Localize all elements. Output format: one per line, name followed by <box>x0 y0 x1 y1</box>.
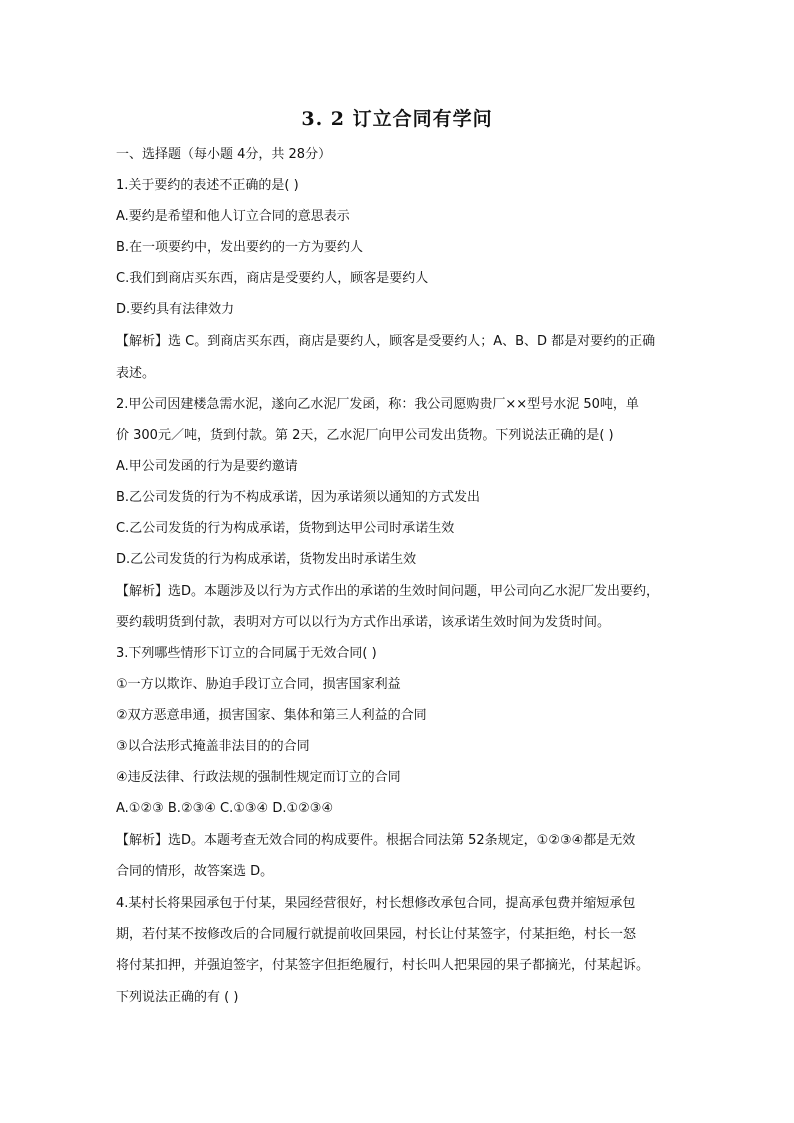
question-4-stem-end: 下列说法正确的有 ( ) <box>116 990 239 1005</box>
question-2-analysis: 【解析】选D。本题涉及以行为方式作出的承诺的生效时间问题，甲公司向乙水泥厂发出要约， <box>116 584 660 599</box>
question-2-analysis-cont: 要约载明货到付款，表明对方可以以行为方式作出承诺，该承诺生效时间为发货时间。 <box>116 615 611 630</box>
question-1-analysis: 【解析】选 C。到商店买东西，商店是要约人，顾客是受要约人；A、B、D 都是对要约的正确 <box>116 334 656 349</box>
question-2-option-a: A.甲公司发函的行为是要约邀请 <box>116 459 298 474</box>
question-1-option-c: C.我们到商店买东西，商店是受要约人，顾客是要约人 <box>116 271 429 286</box>
question-3-analysis: 【解析】选D。本题考查无效合同的构成要件。根据合同法第 52条规定，①②③④都是无效 <box>116 833 636 848</box>
question-2-stem-cont: 价 300元／吨，货到付款。第 2天，乙水泥厂向甲公司发出货物。下列说法正确的是( ) <box>116 428 614 443</box>
question-4-stem-cont: 期，若付某不按修改后的合同履行就提前收回果园，村长让付某签字，付某拒绝，村长一怒 <box>116 927 637 942</box>
question-2-option-d: D.乙公司发货的行为构成承诺，货物发出时承诺生效 <box>116 552 417 567</box>
question-3-choices: A.①②③ B.②③④ C.①③④ D.①②③④ <box>116 801 334 816</box>
question-1-analysis-cont: 表述。 <box>116 366 156 381</box>
question-1-stem: 1.关于要约的表述不正确的是( ) <box>116 178 299 193</box>
question-1-option-d: D.要约具有法律效力 <box>116 302 235 317</box>
question-2-stem: 2.甲公司因建楼急需水泥，遂向乙水泥厂发函，称：我公司愿购贵厂××型号水泥 50吨，单 <box>116 397 639 412</box>
question-2-option-b: B.乙公司发货的行为不构成承诺，因为承诺须以通知的方式发出 <box>116 490 481 505</box>
question-3-stem: 3.下列哪些情形下订立的合同属于无效合同( ) <box>116 646 377 661</box>
question-1-option-a: A.要约是希望和他人订立合同的意思表示 <box>116 209 350 224</box>
section-heading: 一、选择题（每小题 4分，共 28分） <box>116 147 332 162</box>
question-4-stem-cont: 将付某扣押，并强迫签字，付某签字但拒绝履行，村长叫人把果园的果子都摘光，付某起诉。 <box>116 958 650 973</box>
question-3-item-2: ②双方恶意串通，损害国家、集体和第三人利益的合同 <box>116 708 427 723</box>
question-3-item-1: ①一方以欺诈、胁迫手段订立合同，损害国家利益 <box>116 677 401 692</box>
question-3-item-4: ④违反法律、行政法规的强制性规定而订立的合同 <box>116 770 401 785</box>
question-4-stem: 4.某村长将果园承包于付某，果园经营很好，村长想修改承包合同，提高承包费并缩短承包 <box>116 896 636 911</box>
question-3-item-3: ③以合法形式掩盖非法目的的合同 <box>116 739 310 754</box>
question-2-option-c: C.乙公司发货的行为构成承诺，货物到达甲公司时承诺生效 <box>116 521 455 536</box>
question-1-option-b: B.在一项要约中，发出要约的一方为要约人 <box>116 240 364 255</box>
question-3-analysis-cont: 合同的情形，故答案选 D。 <box>116 864 274 879</box>
page-title: 3. 2 订立合同有学问 <box>301 108 493 130</box>
